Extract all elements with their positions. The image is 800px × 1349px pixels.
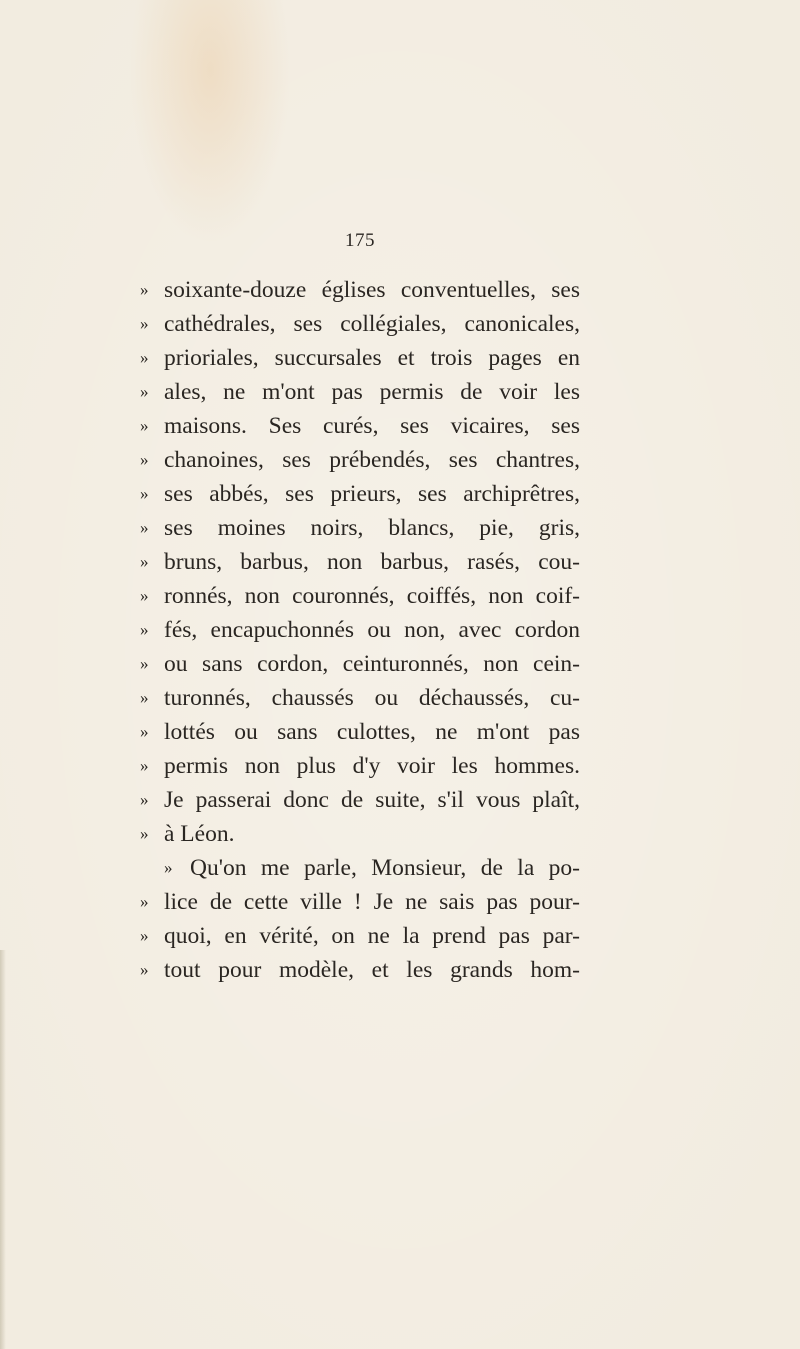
page-number: 175 [345,230,375,251]
text-line [140,885,580,919]
quote-mark: » [140,314,149,333]
quote-mark: » [140,586,149,605]
line-text: cathédrales, ses collégiales, canonicales, [164,311,580,337]
text-line [140,477,580,511]
quote-mark: » [140,416,149,435]
quote-mark: » [140,960,149,979]
line-text: maisons. Ses curés, ses vicaires, ses [164,413,580,439]
text-line [140,375,580,409]
text-line [140,409,580,443]
text-body [140,273,580,987]
quote-mark: » [140,654,149,673]
line-text: prioriales, succursales et trois pages en [164,345,580,371]
line-text: quoi, en vérité, on ne la prend pas par- [164,923,580,949]
page-edge-shadow [0,950,6,1349]
text-line [140,579,580,613]
text-line [140,273,580,307]
text-line [140,307,580,341]
line-text: Je passerai donc de suite, s'il vous plaît, [164,787,580,813]
quote-mark: » [140,484,149,503]
line-text: bruns, barbus, non barbus, rasés, cou- [164,549,580,575]
line-text: soixante-douze églises conventuelles, ses [164,277,580,303]
quote-mark: » [140,722,149,741]
text-line [140,817,580,851]
text-line [140,545,580,579]
quote-mark: » [140,450,149,469]
line-text: fés, encapuchonnés ou non, avec cordon [164,617,580,643]
text-line [140,749,580,783]
text-line [140,681,580,715]
line-text: ses abbés, ses prieurs, ses archiprêtres, [164,481,580,507]
line-text: Qu'on me parle, Monsieur, de la po- [190,855,580,881]
line-text: ales, ne m'ont pas permis de voir les [164,379,580,405]
line-text: à Léon. [164,821,235,847]
text-line [140,851,580,885]
line-text: tout pour modèle, et les grands hom- [164,957,580,983]
text-line [140,511,580,545]
line-text: ronnés, non couronnés, coiffés, non coif- [164,583,580,609]
text-line [140,443,580,477]
text-line [140,715,580,749]
quote-mark: » [140,926,149,945]
quote-mark: » [140,348,149,367]
quote-mark: » [140,620,149,639]
text-line [140,613,580,647]
quote-mark: » [140,518,149,537]
text-line [140,783,580,817]
quote-mark: » [140,892,149,911]
line-text: permis non plus d'y voir les hommes. [164,753,580,779]
text-line [140,919,580,953]
quote-mark: » [140,824,149,843]
line-text: ou sans cordon, ceinturonnés, non cein- [164,651,580,677]
text-line [140,647,580,681]
quote-mark: » [140,280,149,299]
quote-mark: » [140,552,149,571]
line-text: ses moines noirs, blancs, pie, gris, [164,515,580,541]
quote-mark: » [164,858,173,877]
line-text: lottés ou sans culottes, ne m'ont pas [164,719,580,745]
quote-mark: » [140,688,149,707]
quote-mark: » [140,756,149,775]
quote-mark: » [140,382,149,401]
line-text: turonnés, chaussés ou déchaussés, cu- [164,685,580,711]
quote-mark: » [140,790,149,809]
line-text: chanoines, ses prébendés, ses chantres, [164,447,580,473]
text-line [140,953,580,987]
text-line [140,341,580,375]
line-text: lice de cette ville ! Je ne sais pas pour- [164,889,580,915]
